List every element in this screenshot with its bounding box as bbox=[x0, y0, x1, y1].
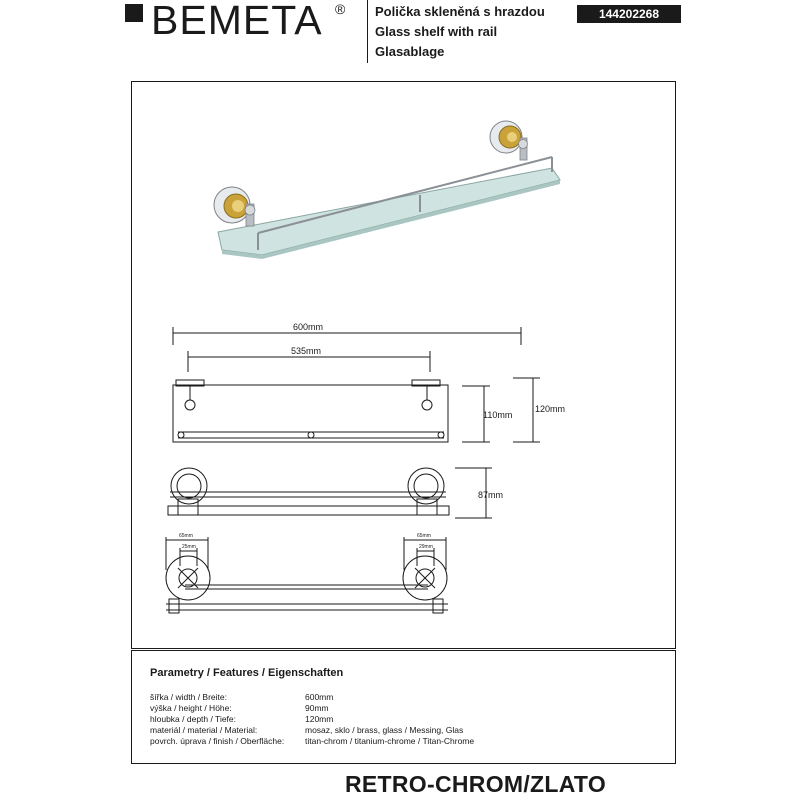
dim-flange-right-inner: 29mm bbox=[419, 544, 433, 550]
left-rosette-image bbox=[214, 187, 255, 226]
dim-width-total: 600mm bbox=[293, 322, 324, 332]
glass-shelf-image bbox=[218, 168, 560, 255]
parameters-heading: Parametry / Features / Eigenschaften bbox=[150, 667, 344, 679]
top-view bbox=[168, 468, 492, 518]
title-czech: Polička skleněná s hrazdou bbox=[375, 4, 545, 19]
parameters-divider bbox=[151, 650, 627, 651]
registered-mark: ® bbox=[335, 1, 346, 17]
product-illustration bbox=[214, 121, 560, 259]
title-german: Glasablage bbox=[375, 44, 445, 59]
dim-flange-left-outer: 65mm bbox=[179, 533, 193, 539]
param-label-finish: povrch. úprava / finish / Oberfläche: bbox=[150, 736, 285, 746]
front-elevation bbox=[173, 327, 540, 442]
right-rosette-image bbox=[490, 121, 528, 160]
param-value-material: mosaz, sklo / brass, glass / Messing, Glas bbox=[305, 725, 464, 735]
param-label-height: výška / height / Höhe: bbox=[150, 703, 232, 713]
product-code-badge: 144202268 bbox=[577, 5, 681, 23]
param-value-height: 90mm bbox=[305, 703, 329, 713]
brand-logo: BEMETA bbox=[151, 0, 323, 43]
dim-height-120: 120mm bbox=[535, 404, 566, 414]
param-value-width: 600mm bbox=[305, 692, 334, 702]
param-label-material: materiál / material / Material: bbox=[150, 725, 258, 735]
section-view bbox=[166, 537, 448, 613]
dim-flange-right-outer: 65mm bbox=[417, 533, 431, 539]
title-english: Glass shelf with rail bbox=[375, 24, 498, 39]
dim-flange-left-inner: 25mm bbox=[182, 544, 196, 550]
dim-height-110: 110mm bbox=[483, 410, 513, 420]
param-value-depth: 120mm bbox=[305, 714, 334, 724]
param-label-depth: hloubka / depth / Tiefe: bbox=[150, 714, 237, 724]
dim-depth-87: 87mm bbox=[478, 490, 504, 500]
param-label-width: šířka / width / Breite: bbox=[150, 692, 227, 702]
dim-mount-spacing: 535mm bbox=[291, 346, 322, 356]
param-value-finish: titan-chrom / titanium-chrome / Titan-Chrome bbox=[305, 736, 475, 746]
finish-title: RETRO-CHROM/ZLATO bbox=[345, 771, 607, 797]
